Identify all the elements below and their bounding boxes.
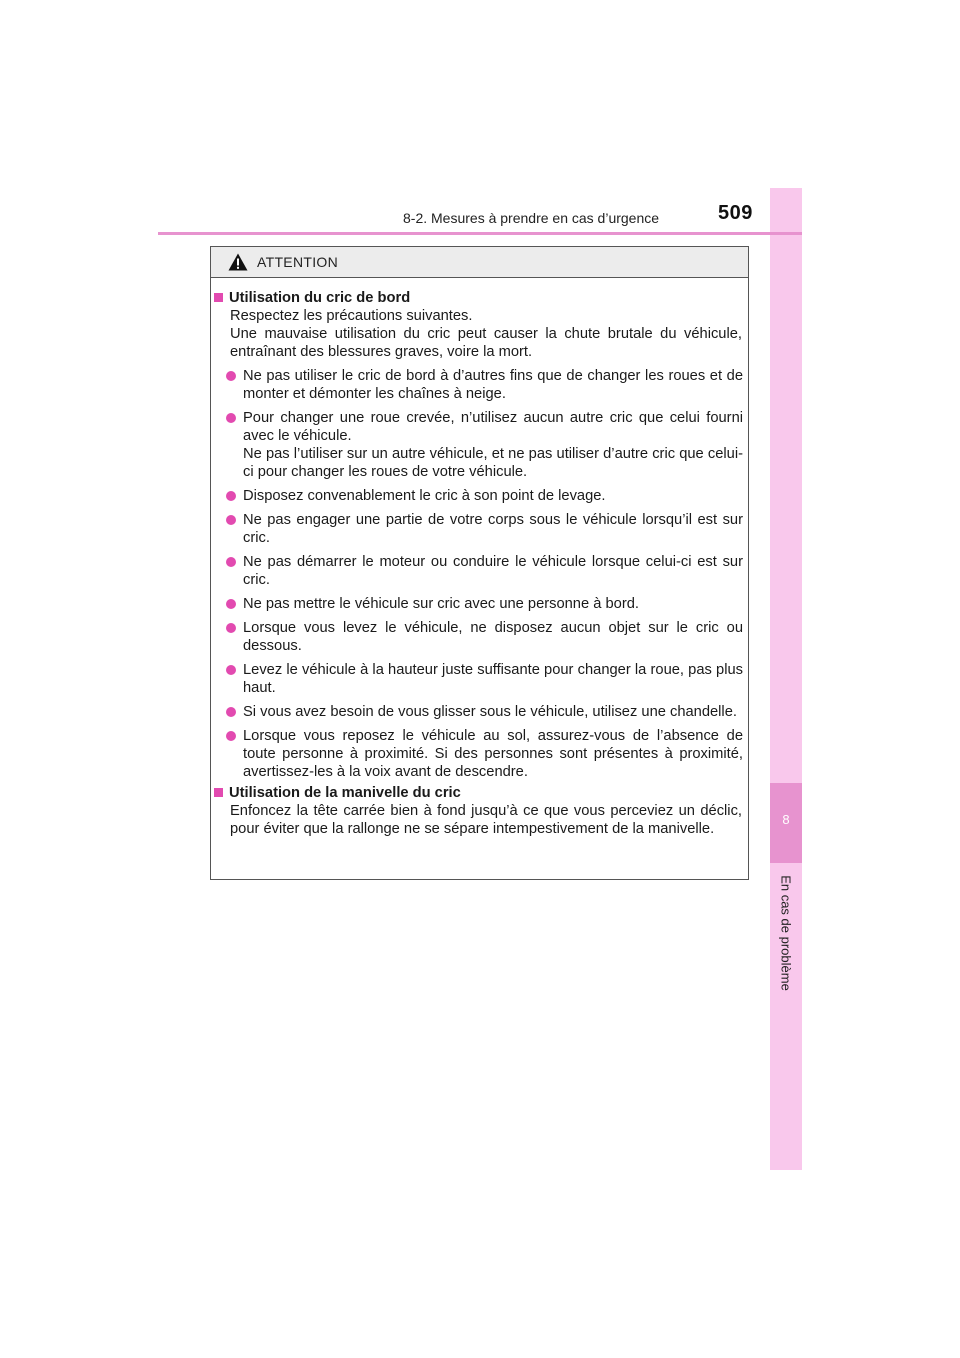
list-item-text: Pour changer une roue crevée, n’utilisez aucun autre cric que celui fourni avec le véhicule. (243, 410, 743, 444)
intro-paragraph: Respectez les précautions suivantes. (230, 308, 473, 324)
list-item-text: Lorsque vous levez le véhicule, ne disposez aucun objet sur le cric ou dessous. (243, 620, 743, 654)
circle-bullet-icon (226, 599, 236, 609)
list-item-text: Disposez convenablement le cric à son point de levage. (243, 488, 606, 504)
list-item-text: Ne pas mettre le véhicule sur cric avec une personne à bord. (243, 596, 639, 612)
list-item-text: Si vous avez besoin de vous glisser sous le véhicule, utilisez une chandelle. (243, 704, 737, 720)
header-rule (158, 232, 770, 235)
circle-bullet-icon (226, 413, 236, 423)
list-item (211, 619, 750, 655)
chapter-number-tab (770, 783, 802, 863)
chapter-label: En cas de problème (778, 875, 794, 991)
section-heading-text: Utilisation du cric de bord (229, 290, 411, 306)
page-number: 509 (718, 202, 753, 224)
intro-paragraph: Une mauvaise utilisation du cric peut causer la chute brutale du véhicule, entraînant des blessures graves, voire la mort. (230, 326, 742, 360)
section-heading (211, 784, 750, 802)
section-title: 8-2. Mesures à prendre en cas d’urgence (403, 210, 660, 226)
list-item-text: Lorsque vous reposez le véhicule au sol, assurez-vous de l’absence de toute personne à proximité. Si des personnes sont présentes à proximité, avertissez-les à la voix avant de descendre. (243, 728, 743, 780)
list-item-text: Levez le véhicule à la hauteur juste suffisante pour changer la roue, pas plus haut. (243, 662, 743, 696)
circle-bullet-icon (226, 371, 236, 381)
chapter-number: 8 (782, 812, 790, 827)
circle-bullet-icon (226, 623, 236, 633)
list-item-text: Ne pas utiliser le cric de bord à d’autres fins que de changer les roues et de monter et démonter les chaînes à neige. (243, 368, 743, 402)
attention-box (210, 246, 749, 880)
attention-title: ATTENTION (257, 254, 338, 270)
attention-content (211, 289, 750, 838)
list-item (211, 703, 750, 721)
circle-bullet-icon (226, 491, 236, 501)
circle-bullet-icon (226, 557, 236, 567)
list-item (211, 511, 750, 547)
list-item (211, 367, 750, 403)
warning-triangle-icon (228, 253, 248, 271)
list-item-text: Ne pas l’utiliser sur un autre véhicule, et ne pas utiliser d’autre cric que celui-ci pour changer les roues de votre véhicule. (243, 446, 743, 480)
circle-bullet-icon (226, 665, 236, 675)
circle-bullet-icon (226, 731, 236, 741)
chapter-side-tab (770, 188, 802, 1170)
list-item-text: Ne pas engager une partie de votre corps sous le véhicule lorsqu’il est sur cric. (243, 512, 743, 546)
circle-bullet-icon (226, 707, 236, 717)
list-item (211, 487, 750, 505)
section-heading (211, 289, 750, 307)
square-bullet-icon (214, 788, 223, 797)
list-item-text: Ne pas démarrer le moteur ou conduire le véhicule lorsque celui-ci est sur cric. (243, 554, 743, 588)
attention-header (211, 247, 748, 278)
header-rule-extension (770, 232, 802, 235)
section-heading-text: Utilisation de la manivelle du cric (229, 785, 461, 801)
list-item (211, 553, 750, 589)
list-item (211, 727, 750, 781)
intro-paragraph: Enfoncez la tête carrée bien à fond jusqu’à ce que vous perceviez un déclic, pour éviter que la rallonge ne se sépare intempestivement de la manivelle. (230, 803, 742, 837)
list-item (211, 409, 750, 481)
list-item (211, 595, 750, 613)
circle-bullet-icon (226, 515, 236, 525)
square-bullet-icon (214, 293, 223, 302)
list-item (211, 661, 750, 697)
